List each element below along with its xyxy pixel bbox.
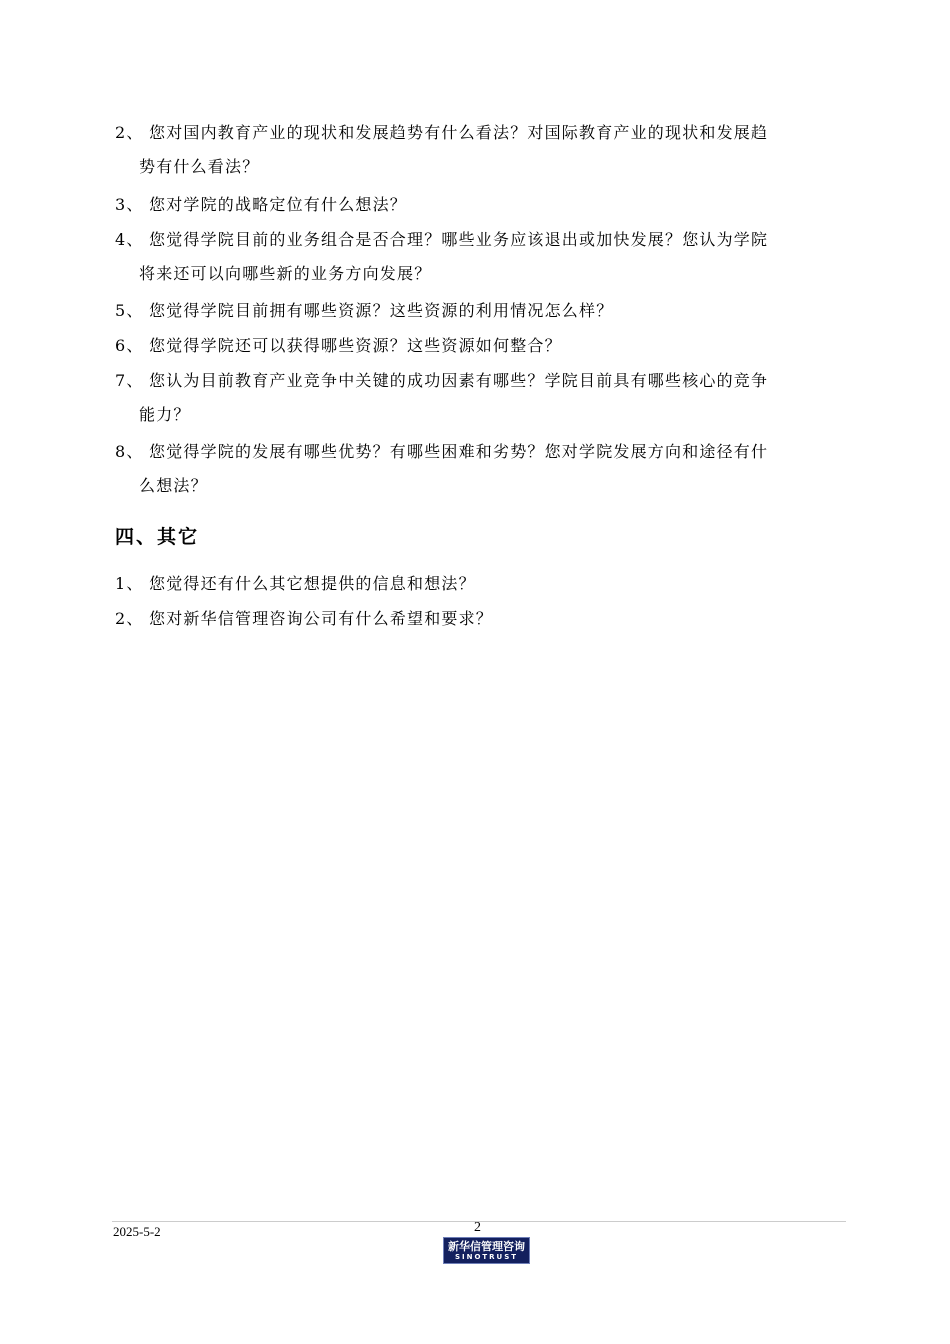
question-text: 您觉得学院目前的业务组合是否合理？哪些业务应该退出或加快发展？您认为学院	[149, 230, 769, 249]
question-text: 您认为目前教育产业竞争中关键的成功因素有哪些？学院目前具有哪些核心的竞争	[149, 371, 769, 390]
question-text-continued: 将来还可以向哪些新的业务方向发展？	[139, 264, 432, 283]
question-number: 5、	[115, 301, 144, 320]
question-number: 8、	[115, 442, 144, 461]
question-text: 您对国内教育产业的现状和发展趋势有什么看法？对国际教育产业的现状和发展趋	[149, 123, 769, 142]
logo-chinese-text: 新华信管理咨询	[448, 1239, 525, 1253]
logo-english-text: SINOTRUST	[454, 1252, 519, 1261]
sinotrust-logo	[443, 1237, 530, 1264]
question-5	[115, 294, 850, 328]
question-text: 您对学院的战略定位有什么想法？	[149, 195, 408, 214]
question-text: 您觉得学院还可以获得哪些资源？这些资源如何整合？	[149, 336, 562, 355]
question-8	[115, 435, 850, 503]
section4-question-1	[115, 567, 850, 601]
question-2	[115, 116, 850, 184]
footer-date: 2025-5-2	[113, 1224, 161, 1239]
question-number: 1、	[115, 574, 144, 593]
question-3	[115, 188, 850, 222]
question-number: 2、	[115, 123, 144, 142]
question-number: 7、	[115, 371, 144, 390]
question-text-continued: 势有什么看法？	[139, 157, 260, 176]
question-6	[115, 329, 850, 363]
question-number: 3、	[115, 195, 144, 214]
question-text-continued: 能力？	[139, 405, 191, 424]
question-number: 4、	[115, 230, 144, 249]
question-text: 您觉得学院目前拥有哪些资源？这些资源的利用情况怎么样？	[149, 301, 614, 320]
question-7	[115, 364, 850, 432]
question-text: 您对新华信管理咨询公司有什么希望和要求？	[149, 609, 494, 628]
question-text-continued: 么想法？	[139, 476, 208, 495]
section-heading: 四、其它	[115, 526, 200, 548]
question-text: 您觉得学院的发展有哪些优势？有哪些困难和劣势？您对学院发展方向和途径有什	[149, 442, 769, 461]
question-number: 6、	[115, 336, 144, 355]
section4-question-2	[115, 602, 850, 636]
question-number: 2、	[115, 609, 144, 628]
question-text: 您觉得还有什么其它想提供的信息和想法？	[149, 574, 476, 593]
page-number: 2	[474, 1220, 481, 1235]
question-4	[115, 223, 850, 291]
